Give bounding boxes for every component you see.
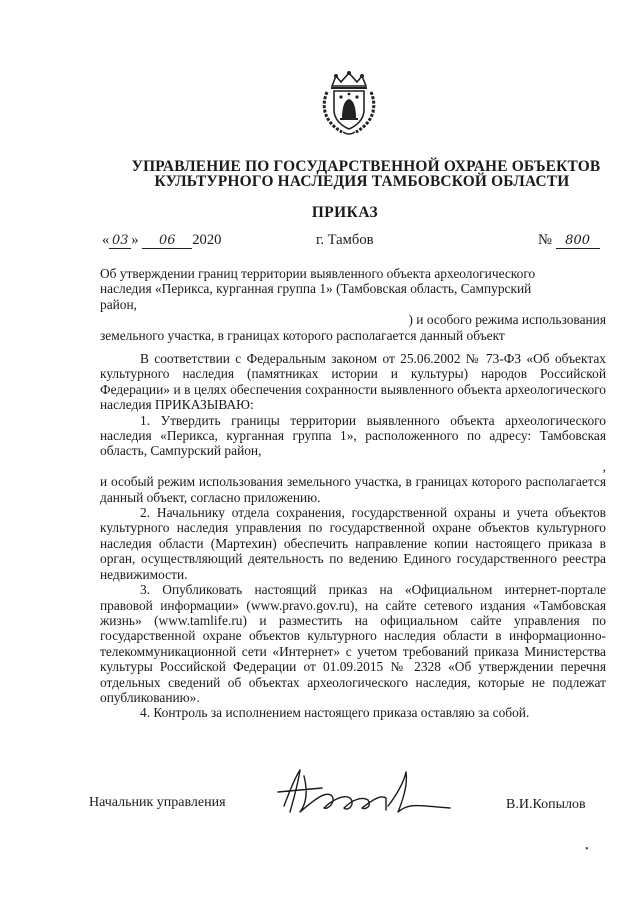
document-type: ПРИКАЗ (311, 204, 379, 221)
subject-line: наследия «Перикса, курганная группа 1» (Тамбовская область, Сампурский (100, 281, 532, 297)
subject-line: земельного участка, в границах которого располагается данный объект (100, 327, 505, 343)
item-1-redaction-comma: , (602, 458, 606, 474)
signer-title: Начальник управления (89, 795, 226, 810)
subject-line: Об утверждении границ территории выявленного объекта археологического (100, 266, 536, 281)
preamble: В соответствии с Федеральным законом от 25.06.2002 № 73-ФЗ «Об объектах культурного наследия (памятниках истории и культуры) народов Российской Федерации» и в целях обеспечения сохранности выявленного объекта археологического наследия ПРИКАЗЫВАЮ: (100, 351, 606, 413)
department-title-line1: УПРАВЛЕНИЕ ПО ГОСУДАРСТВЕННОЙ ОХРАНЕ ОБЪЕКТОВ (131, 158, 601, 175)
handwritten-signature-icon (270, 762, 460, 822)
order-date (102, 232, 221, 249)
signer-name: В.И.Копылов (506, 797, 586, 812)
order-city: г. Тамбов (316, 232, 374, 248)
department-title-line2: КУЛЬТУРНОГО НАСЛЕДИЯ ТАМБОВСКОЙ ОБЛАСТИ (154, 173, 570, 190)
item-4: 4. Контроль за исполнением настоящего приказа оставляю за собой. (140, 705, 530, 721)
date-close-quote: » (131, 232, 139, 248)
date-day: 03 (109, 233, 131, 249)
item-1-part-2: и особый режим использования земельного участка, в границах которого располагается данный объект, согласно приложению. (100, 474, 606, 505)
order-number (538, 232, 600, 249)
order-subject (100, 266, 606, 343)
subject-line: ) и особого режима использования (408, 312, 606, 328)
date-open-quote: « (102, 232, 110, 248)
number-label: № (538, 232, 552, 248)
item-1-part-1: 1. Утвердить границы территории выявленного объекта археологического наследия «Перикса, курганная группа 1», расположенного по адресу: Тамбовская область, Сампурский район, (100, 412, 606, 459)
page-mark: • (585, 844, 589, 855)
tambov-coat-of-arms-icon (318, 70, 380, 136)
item-3: 3. Опубликовать настоящий приказ на «Официальном интернет-портале правовой информации» (www.pravo.gov.ru), на сайте сетевого издания «Тамбовская жизнь» (www.tamlife.ru) и разместить на официальном сайте управления по государственной охране объектов культурного наследия области в информационно-телекоммуникационной сети «Интернет» с учетом требований приказа Министерства культуры Российской Федерации от 01.09.2015 № 2328 «Об утверждении перечня отдельных сведений об объектах археологического наследия, которые не подлежат опубликованию». (100, 582, 606, 705)
item-2: 2. Начальнику отдела сохранения, государственной охраны и учета объектов культурного наследия управления по государственной охране объектов культурного наследия области (Мартехин) обеспечить направление копии настоящего приказа в орган, осуществляющий деятельность по ведению Единого государственного реестра недвижимости. (100, 505, 606, 582)
number-value: 800 (556, 233, 600, 249)
date-year: 2020 (192, 232, 222, 248)
subject-line: район, (100, 296, 138, 312)
order-body (100, 351, 606, 721)
date-month: 06 (142, 233, 192, 249)
